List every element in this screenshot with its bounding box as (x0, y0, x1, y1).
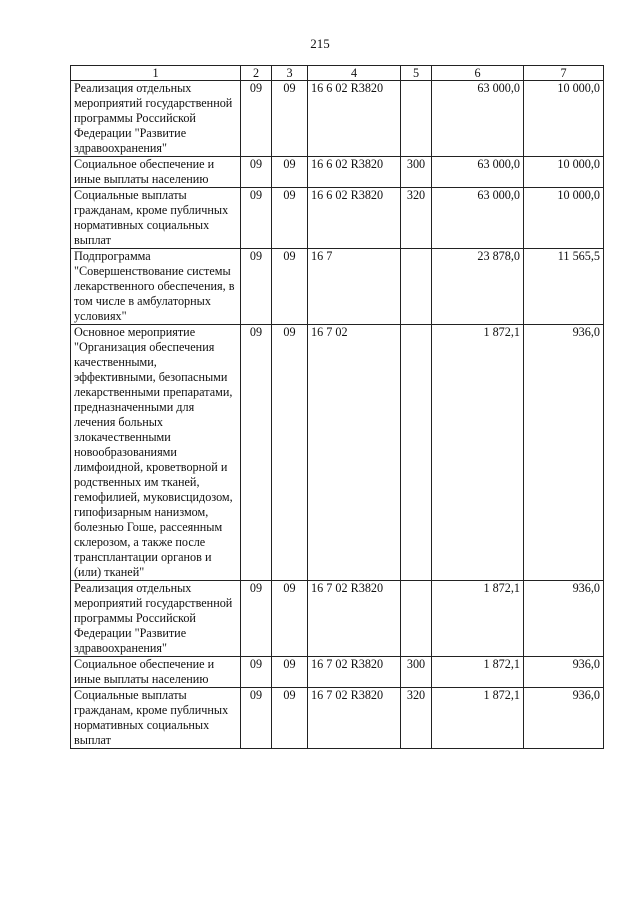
table-row (71, 188, 604, 249)
row-expense-type (401, 249, 432, 325)
row-section: 09 (241, 157, 272, 188)
row-target-code: 16 6 02 R3820 (308, 157, 401, 188)
table-row (71, 325, 604, 581)
row-name: Социальные выплаты гражданам, кроме публичных нормативных социальных выплат (71, 688, 241, 749)
row-subsection: 09 (272, 688, 308, 749)
row-target-code: 16 7 02 (308, 325, 401, 581)
row-section: 09 (241, 188, 272, 249)
row-sum-2: 10 000,0 (524, 157, 604, 188)
row-section: 09 (241, 325, 272, 581)
row-subsection: 09 (272, 657, 308, 688)
row-sum-2: 11 565,5 (524, 249, 604, 325)
page-number: 215 (310, 36, 330, 51)
row-name: Подпрограмма "Совершенствование системы лекарственного обеспечения, в том числе в амбулаторных условиях" (71, 249, 241, 325)
row-sum-2: 936,0 (524, 325, 604, 581)
row-subsection: 09 (272, 249, 308, 325)
row-sum-2: 10 000,0 (524, 81, 604, 157)
row-expense-type: 300 (401, 657, 432, 688)
column-number-row (71, 66, 604, 81)
row-name: Социальные выплаты гражданам, кроме публичных нормативных социальных выплат (71, 188, 241, 249)
row-target-code: 16 7 02 R3820 (308, 657, 401, 688)
row-target-code: 16 6 02 R3820 (308, 81, 401, 157)
column-header: 7 (524, 66, 604, 81)
column-header: 2 (241, 66, 272, 81)
row-subsection: 09 (272, 81, 308, 157)
row-sum-2: 936,0 (524, 688, 604, 749)
column-header: 3 (272, 66, 308, 81)
column-header: 4 (308, 66, 401, 81)
row-section: 09 (241, 657, 272, 688)
budget-table (70, 65, 604, 749)
row-name: Основное мероприятие "Организация обеспечения качественными, эффективными, безопасными лекарственными препаратами, предназначенными для лечения больных злокачественными новообразованиями лимфоидной, кроветворной и родственных им тканей, гемофилией, муковисцидозом, гипофизарным нанизмом, болезнью Гоше, рассеянным склерозом, а также после трансплантации органов и (или) тканей" (71, 325, 241, 581)
row-target-code: 16 7 02 R3820 (308, 688, 401, 749)
table-row (71, 581, 604, 657)
row-sum-1: 63 000,0 (432, 81, 524, 157)
row-target-code: 16 7 (308, 249, 401, 325)
row-subsection: 09 (272, 188, 308, 249)
row-sum-1: 1 872,1 (432, 657, 524, 688)
row-sum-1: 1 872,1 (432, 581, 524, 657)
row-sum-1: 1 872,1 (432, 688, 524, 749)
row-name: Реализация отдельных мероприятий государственной программы Российской Федерации "Развитие здравоохранения" (71, 81, 241, 157)
row-subsection: 09 (272, 157, 308, 188)
column-header: 1 (71, 66, 241, 81)
row-target-code: 16 6 02 R3820 (308, 188, 401, 249)
row-section: 09 (241, 81, 272, 157)
table-row (71, 81, 604, 157)
row-sum-1: 63 000,0 (432, 157, 524, 188)
row-name: Социальное обеспечение и иные выплаты населению (71, 657, 241, 688)
row-sum-1: 63 000,0 (432, 188, 524, 249)
table-row (71, 688, 604, 749)
row-name: Реализация отдельных мероприятий государственной программы Российской Федерации "Развитие здравоохранения" (71, 581, 241, 657)
row-target-code: 16 7 02 R3820 (308, 581, 401, 657)
row-expense-type (401, 81, 432, 157)
row-section: 09 (241, 688, 272, 749)
column-header: 5 (401, 66, 432, 81)
row-expense-type (401, 325, 432, 581)
row-subsection: 09 (272, 325, 308, 581)
row-expense-type: 320 (401, 688, 432, 749)
row-name: Социальное обеспечение и иные выплаты населению (71, 157, 241, 188)
row-expense-type: 320 (401, 188, 432, 249)
row-sum-2: 936,0 (524, 581, 604, 657)
table-row (71, 249, 604, 325)
row-section: 09 (241, 581, 272, 657)
row-subsection: 09 (272, 581, 308, 657)
row-section: 09 (241, 249, 272, 325)
row-sum-1: 1 872,1 (432, 325, 524, 581)
column-header: 6 (432, 66, 524, 81)
row-expense-type (401, 581, 432, 657)
table-row (71, 157, 604, 188)
row-expense-type: 300 (401, 157, 432, 188)
table-row (71, 657, 604, 688)
row-sum-2: 10 000,0 (524, 188, 604, 249)
row-sum-1: 23 878,0 (432, 249, 524, 325)
row-sum-2: 936,0 (524, 657, 604, 688)
